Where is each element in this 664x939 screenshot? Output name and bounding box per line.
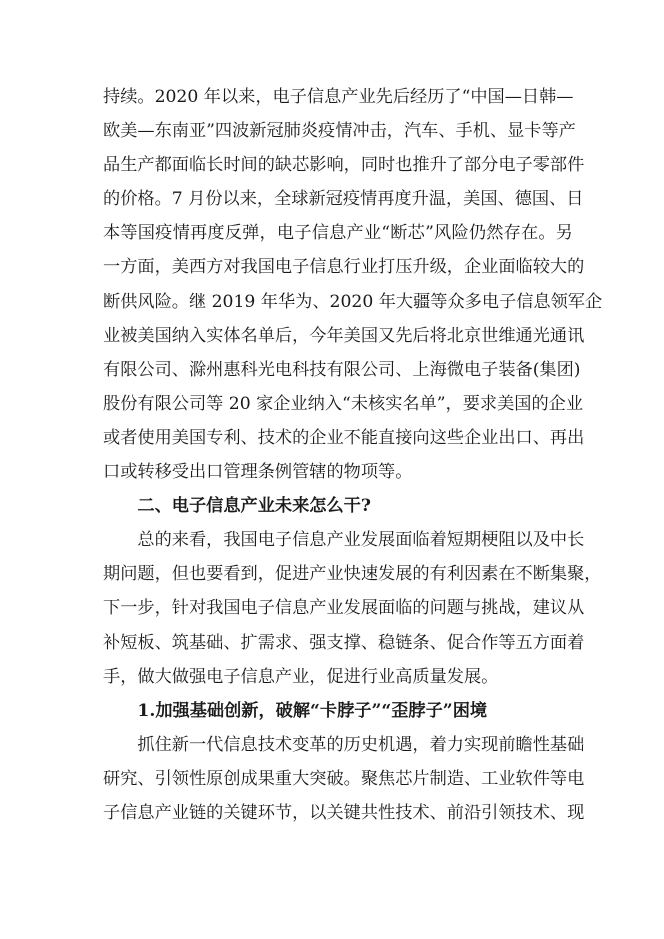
text-line: 有限公司、滁州惠科光电科技有限公司、上海微电子装备(集团) xyxy=(103,359,581,380)
text-line: 品生产都面临长时间的缺芯影响，同时也推升了部分电子零部件 xyxy=(103,155,585,176)
text-line: 股份有限公司等 20 家企业纳入“未核实名单”，要求美国的企业 xyxy=(103,393,584,414)
text-line: 抓住新一代信息技术变革的历史机遇，着力实现前瞻性基础 xyxy=(137,734,585,755)
text-line: 的价格。7 月份以来，全球新冠疫情再度升温，美国、德国、日 xyxy=(103,189,584,210)
paragraph-3 xyxy=(103,728,585,830)
paragraph-1 xyxy=(103,80,603,489)
document-page xyxy=(103,80,603,830)
text-line: 口或转移受出口管理条例管辖的物项等。 xyxy=(103,462,413,483)
text-line: 本等国疫情再度反弹，电子信息产业“断芯”风险仍然存在。另 xyxy=(103,223,573,244)
text-line: 下一步，针对我国电子信息产业发展面临的问题与挑战，建议从 xyxy=(103,598,585,619)
text-line: 子信息产业链的关键环节，以关键共性技术、前沿引领技术、现 xyxy=(103,802,585,823)
text-line: 一方面，美西方对我国电子信息行业打压升级，企业面临较大的 xyxy=(103,257,585,278)
text-line: 期问题，但也要看到，促进产业快速发展的有利因素在不断集聚， xyxy=(103,564,602,585)
text-line: 或者使用美国专利、技术的企业不能直接向这些企业出口、再出 xyxy=(103,427,585,448)
text-line: 总的来看，我国电子信息产业发展面临着短期梗阻以及中长 xyxy=(137,530,585,551)
text-line: 业被美国纳入实体名单后，今年美国又先后将北京世维通光通讯 xyxy=(103,325,585,346)
text-line: 研究、引领性原创成果重大突破。聚焦芯片制造、工业软件等电 xyxy=(103,768,585,789)
subsection-heading: 1.加强基础创新，破解“卡脖子”“歪脖子”困境 xyxy=(137,700,488,721)
text-line: 补短板、筑基础、扩需求、强支撑、稳链条、促合作等五方面着 xyxy=(103,632,585,653)
paragraph-2 xyxy=(103,523,602,693)
text-line: 欧美—东南亚”四波新冠肺炎疫情冲击，汽车、手机、显卡等产 xyxy=(103,121,576,142)
section-heading: 二、电子信息产业未来怎么干? xyxy=(137,496,371,517)
text-line: 手，做大做强电子信息产业，促进行业高质量发展。 xyxy=(103,666,499,687)
text-line: 断供风险。继 2019 年华为、2020 年大疆等众多电子信息领军企 xyxy=(103,291,603,312)
text-line: 持续。2020 年以来，电子信息产业先后经历了“中国—日韩— xyxy=(103,87,574,107)
